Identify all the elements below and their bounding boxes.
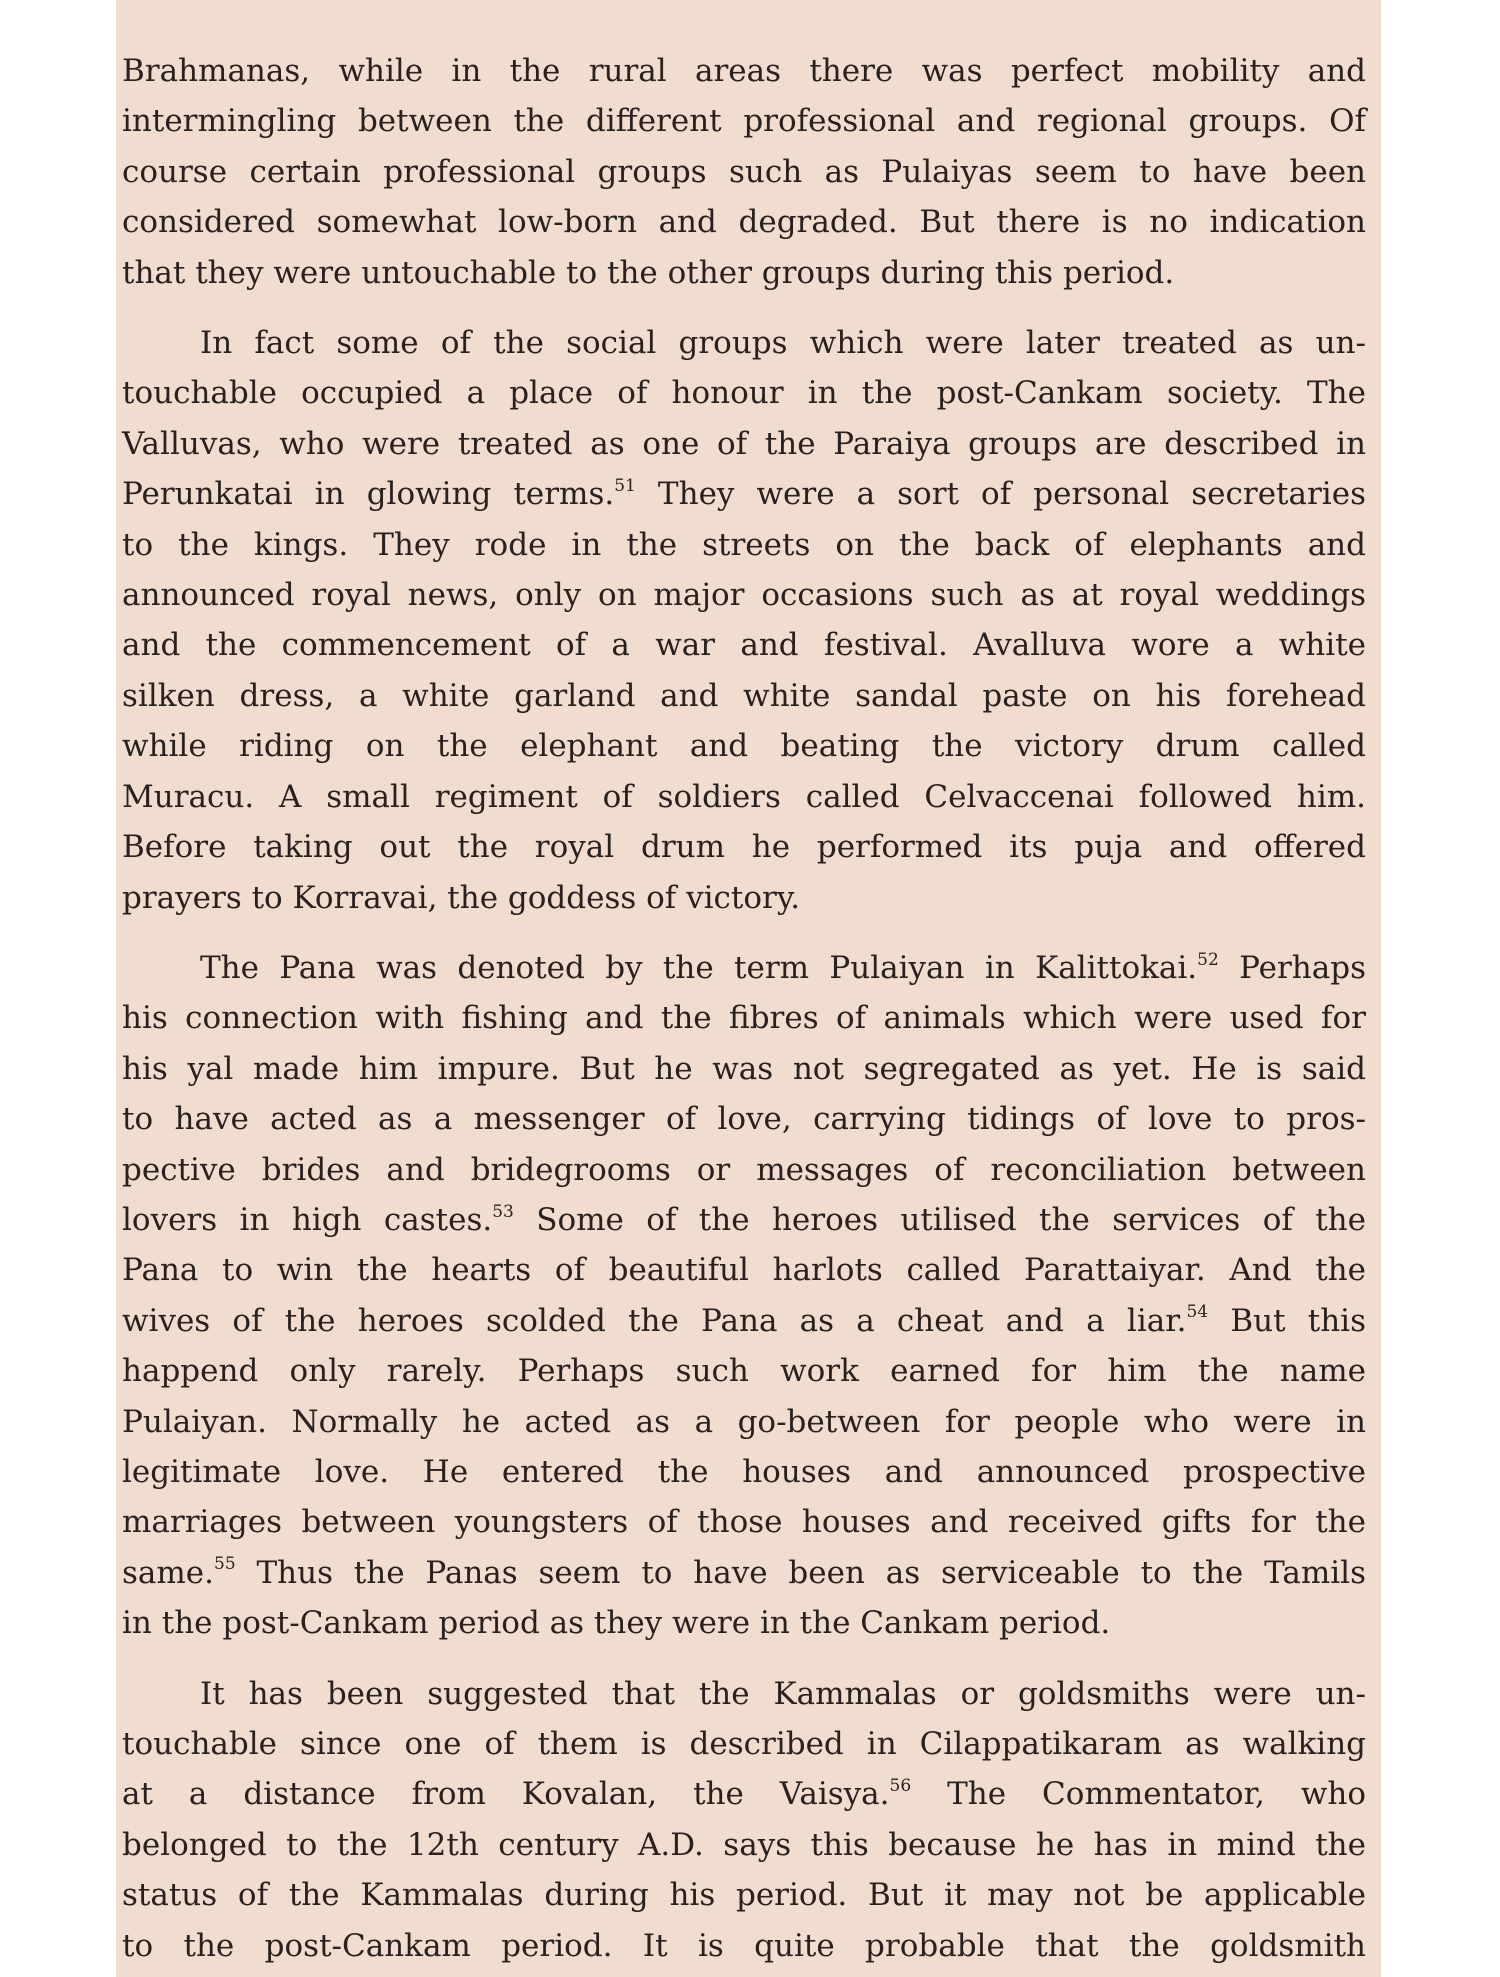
text-line: Brahmanas, while in the rural areas there was perfect mobility and	[122, 53, 1366, 89]
footnote-marker: 55	[214, 1554, 236, 1575]
footnote-marker: 51	[614, 475, 636, 496]
text-line: Perunkatai in glowing terms.$^{51}$ They were a sort of personal secretaries	[122, 475, 1366, 513]
text-line: touchable occupied a place of honour in the post-Cankam society. The	[122, 375, 1366, 412]
text-line: to the post-Cankam period. It is quite probable that the goldsmith	[122, 1927, 1366, 1964]
text-line: lovers in high castes.$^{53}$ Some of the heroes utilised the services of the	[122, 1201, 1366, 1238]
text-line: Before taking out the royal drum he performed its puja and offered	[122, 829, 1366, 866]
body-text	[122, 46, 1366, 1971]
text-line: In fact some of the social groups which were later treated as un-	[200, 325, 1366, 362]
text-line: announced royal news, only on major occasions such as at royal weddings	[122, 577, 1366, 614]
footnote-marker: 54	[1186, 1302, 1209, 1323]
text-line: Muracu. A small regiment of soldiers called Celvaccenai followed him.	[122, 778, 1366, 815]
text-line: his connection with fishing and the fibres of animals which were used for	[122, 1000, 1366, 1037]
text-line: The Pana was denoted by the term Pulaiyan in Kalittokai.$^{52}$ Perhaps	[200, 949, 1366, 986]
footnote-marker: 52	[1197, 949, 1219, 970]
text-line: and the commencement of a war and festival. Avalluva wore a white	[122, 627, 1366, 664]
text-line: status of the Kammalas during his period. But it may not be applicable	[122, 1877, 1366, 1914]
footnote-marker: 53	[492, 1201, 514, 1222]
paragraph-2	[122, 318, 1366, 923]
paragraph-4	[122, 1669, 1366, 1971]
text-line: while riding on the elephant and beating the victory drum called	[122, 728, 1366, 765]
text-line: considered somewhat low-born and degraded. But there is no indication	[122, 204, 1366, 241]
paragraph-1	[122, 46, 1366, 298]
paragraph-3	[122, 943, 1366, 1649]
text-line: It has been suggested that the Kammalas or goldsmiths were un-	[200, 1675, 1366, 1712]
text-line: Pana to win the hearts of beautiful harlots called Parattaiyar. And the	[122, 1252, 1366, 1289]
text-line: prayers to Korravai, the goddess of victory.	[122, 879, 801, 916]
footnote-marker: 56	[889, 1776, 912, 1797]
text-line: touchable since one of them is described in Cilappatikaram as walking	[122, 1726, 1366, 1762]
text-line: in the post-Cankam period as they were in the Cankam period.	[122, 1605, 1111, 1642]
text-line: wives of the heroes scolded the Pana as a cheat and a liar.$^{54}$ But this	[122, 1302, 1366, 1339]
text-line: pective brides and bridegrooms or messages of reconciliation between	[122, 1151, 1366, 1188]
text-line: happend only rarely. Perhaps such work earned for him the name	[122, 1353, 1366, 1390]
text-line: to have acted as a messenger of love, carrying tidings of love to pros-	[122, 1101, 1366, 1138]
text-line: legitimate love. He entered the houses and announced prospective	[122, 1453, 1366, 1490]
text-line: intermingling between the different professional and regional groups. Of	[122, 103, 1366, 140]
text-line: belonged to the 12th century A.D. says this because he has in mind the	[122, 1826, 1366, 1863]
text-line: to the kings. They rode in the streets on the back of elephants and	[122, 526, 1366, 563]
text-line: Valluvas, who were treated as one of the Paraiya groups are described in	[122, 425, 1366, 462]
text-line: his yal made him impure. But he was not segregated as yet. He is said	[122, 1050, 1366, 1087]
text-line: silken dress, a white garland and white sandal paste on his forehead	[122, 677, 1366, 714]
text-line: at a distance from Kovalan, the Vaisya.$^{56}$ The Commentator, who	[122, 1776, 1366, 1813]
text-line: Pulaiyan. Normally he acted as a go-between for people who were in	[122, 1403, 1366, 1440]
text-line: that they were untouchable to the other groups during this period.	[122, 254, 1175, 291]
text-line: same.$^{55}$ Thus the Panas seem to have been as serviceable to the Tamils	[122, 1554, 1366, 1591]
text-line: marriages between youngsters of those houses and received gifts for the	[122, 1504, 1366, 1541]
text-line: course certain professional groups such as Pulaiyas seem to have been	[122, 153, 1366, 190]
book-page	[116, 0, 1381, 1977]
